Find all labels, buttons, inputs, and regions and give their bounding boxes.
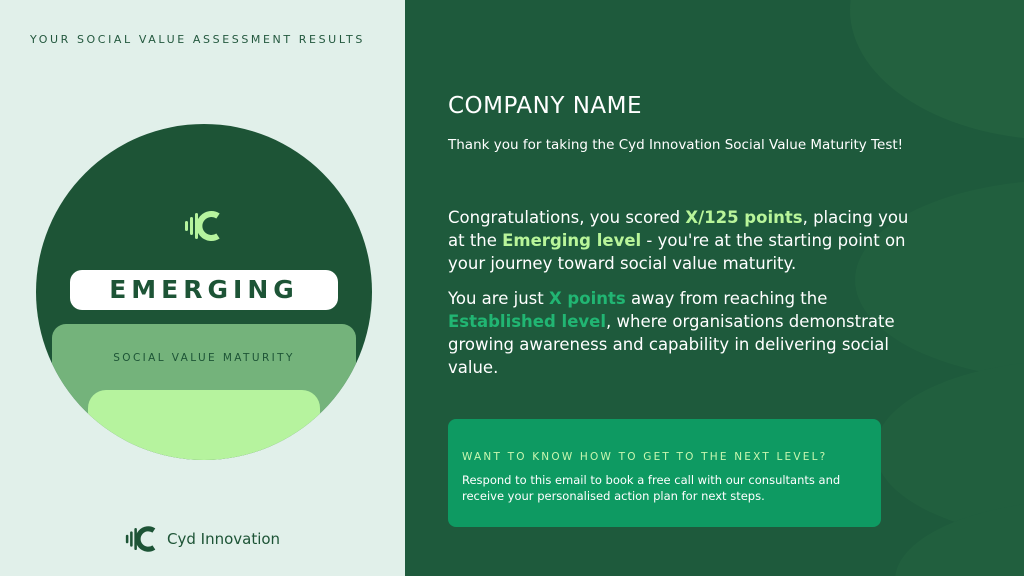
score-value: X/125 points bbox=[685, 208, 803, 227]
background-decoration bbox=[850, 0, 1024, 140]
score-paragraph: Congratulations, you scored X/125 points, placing you at the Emerging level - you're at the starting point on your journey toward social value maturity. bbox=[448, 208, 909, 273]
current-level: Emerging level bbox=[502, 231, 642, 250]
maturity-band-lower bbox=[88, 390, 320, 460]
thank-you-text: Thank you for taking the Cyd Innovation Social Value Maturity Test! bbox=[448, 137, 904, 153]
left-panel bbox=[0, 0, 405, 576]
cyd-logo-icon bbox=[184, 210, 224, 242]
cta-title: WANT TO KNOW HOW TO GET TO THE NEXT LEVEL? bbox=[462, 451, 828, 463]
brand-name: Cyd Innovation bbox=[167, 530, 281, 548]
maturity-label: SOCIAL VALUE MATURITY bbox=[113, 352, 295, 364]
results-title: YOUR SOCIAL VALUE ASSESSMENT RESULTS bbox=[30, 33, 365, 46]
cta-body: Respond to this email to book a free call with our consultants and receive your personalised action plan for next steps. bbox=[462, 473, 841, 503]
company-name: COMPANY NAME bbox=[448, 93, 643, 119]
next-level: Established level bbox=[448, 312, 606, 331]
next-level-paragraph: You are just X points away from reaching the Established level, where organisations demonstrate growing awareness and capability in delivering social value. bbox=[448, 289, 895, 377]
cyd-logo-icon bbox=[125, 525, 159, 553]
level-pill: EMERGING bbox=[70, 270, 338, 310]
points-away: X points bbox=[548, 289, 626, 308]
brand-logo bbox=[125, 524, 280, 554]
next-level-cta-box bbox=[448, 419, 881, 527]
